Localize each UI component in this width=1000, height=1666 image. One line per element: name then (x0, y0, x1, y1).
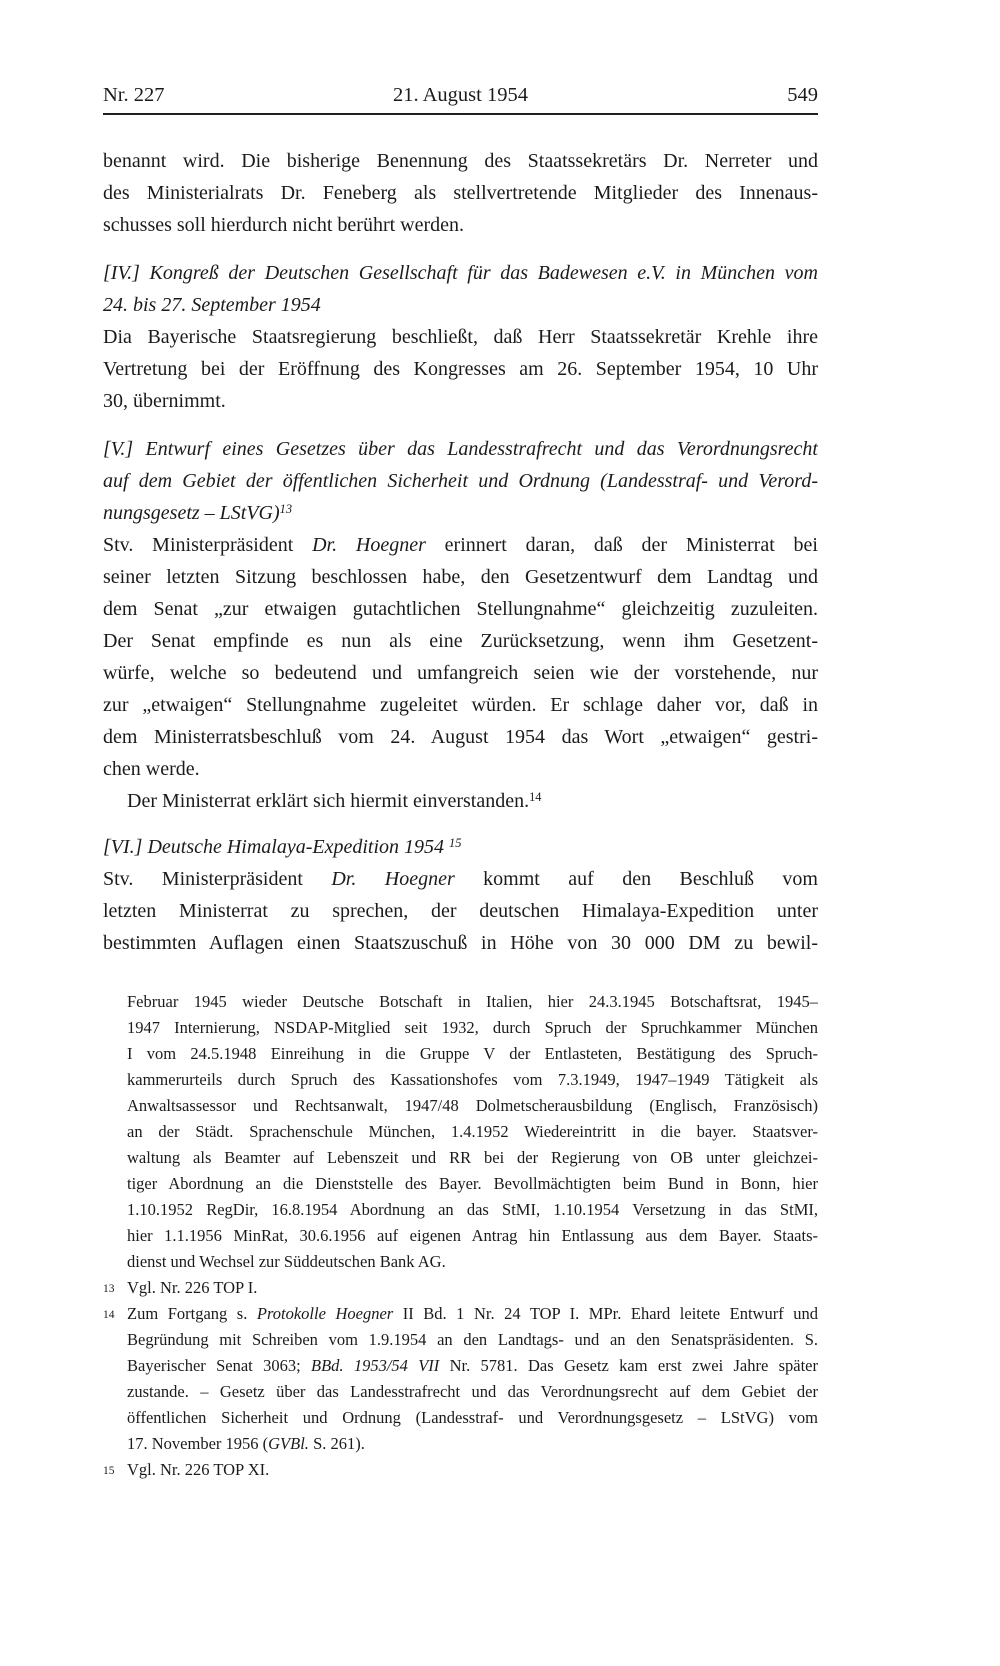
text-column (103, 0, 818, 1483)
text-segment: dienst und Wechsel zur Süddeutschen Bank AG. (127, 1252, 446, 1271)
text-segment: Zum Fortgang s. (127, 1304, 257, 1323)
text-segment: Stv. Ministerpräsident (103, 534, 313, 556)
text-line (103, 721, 818, 753)
text-line (127, 1145, 818, 1171)
text-segment: schusses soll hierdurch nicht berührt werden. (103, 214, 465, 236)
text-line (127, 1457, 818, 1483)
text-segment: S. 261). (308, 1434, 365, 1453)
text-segment: nungsgesetz – LStVG) (103, 502, 280, 524)
text-line (127, 1431, 818, 1457)
heading-item-vi (103, 831, 818, 863)
text-segment: zur „etwaigen“ Stellungnahme zugeleitet würden. Er schlage daher vor, daß in (103, 694, 818, 716)
text-line (127, 1067, 818, 1093)
document-number: Nr. 227 (103, 84, 165, 106)
text-segment: 17. November 1956 ( (127, 1434, 269, 1453)
text-segment: Februar 1945 wieder Deutsche Botschaft in Italien, hier 24.3.1945 Botschaftsrat, 1945– (127, 992, 818, 1011)
head-rule (103, 113, 818, 115)
text-segment: [VI.] Deutsche Himalaya-Expedition 1954 (103, 836, 450, 858)
text-line (127, 1249, 818, 1275)
text-line (103, 497, 818, 529)
footnote-15 (103, 1457, 818, 1483)
text-line (127, 1119, 818, 1145)
text-line (103, 785, 818, 817)
paragraph-item-vi (103, 863, 818, 959)
text-line (103, 353, 818, 385)
text-segment: würfe, welche so bedeutend und umfangreich seien wie der vorstehende, nur (103, 662, 818, 684)
footnotes-section (103, 989, 818, 1483)
text-line (127, 989, 818, 1015)
text-segment: bestimmten Auflagen einen Staatszuschuß in Höhe von 30 000 DM zu bewil- (103, 932, 818, 954)
text-line (103, 145, 818, 177)
footnote-continuation (103, 989, 818, 1275)
text-segment: Stv. Ministerpräsident (103, 868, 332, 890)
text-line (103, 321, 818, 353)
text-segment: Dr. Hoegner (331, 868, 455, 890)
text-line (127, 1197, 818, 1223)
text-line (103, 657, 818, 689)
text-line (103, 561, 818, 593)
text-segment: Bayerischer Senat 3063; (127, 1356, 311, 1375)
text-segment: Vgl. Nr. 226 TOP XI. (127, 1460, 270, 1479)
text-line (103, 289, 818, 321)
text-segment: 30, übernimmt. (103, 390, 226, 412)
text-segment: hier 1.1.1956 MinRat, 30.6.1956 auf eigenen Antrag hin Entlassung aus dem Bayer. Staats- (127, 1226, 818, 1245)
text-segment: Nr. 5781. Das Gesetz kam erst zwei Jahre später (439, 1356, 818, 1375)
text-segment: Der Senat empfinde es nun als eine Zurücksetzung, wenn ihm Gesetzent- (103, 630, 818, 652)
text-line (127, 1405, 818, 1431)
text-segment: letzten Ministerrat zu sprechen, der deutschen Himalaya-Expedition unter (103, 900, 818, 922)
text-segment: Anwaltsassessor und Rechtsanwalt, 1947/48 Dolmetscherausbildung (Englisch, Französisch) (127, 1096, 818, 1115)
text-line (127, 1015, 818, 1041)
footnote-13 (103, 1275, 818, 1301)
text-line (127, 1301, 818, 1327)
text-line (103, 385, 818, 417)
page-number: 549 (787, 84, 818, 106)
text-line (103, 177, 818, 209)
text-line (127, 1171, 818, 1197)
text-segment: tiger Abordnung an die Dienststelle des Bayer. Bevollmächtigten beim Bund in Bonn, hier (127, 1174, 818, 1193)
text-segment: waltung als Beamter auf Lebenszeit und RR bei der Regierung von OB unter gleichzei- (127, 1148, 818, 1167)
text-line (103, 257, 818, 289)
text-line (127, 1353, 818, 1379)
text-line (103, 209, 818, 241)
text-segment: öffentlichen Sicherheit und Ordnung (Landesstraf- und Verordnungsgesetz – LStVG) vom (127, 1408, 818, 1427)
text-segment: 1947 Internierung, NSDAP-Mitglied seit 1932, durch Spruch der Spruchkammer München (127, 1018, 818, 1037)
footnote-number: 13 (103, 1283, 115, 1295)
text-line (103, 529, 818, 561)
text-line (103, 625, 818, 657)
text-segment: an der Städt. Sprachenschule München, 1.4.1952 Wiedereintritt in die bayer. Staatsver- (127, 1122, 818, 1141)
footnote-reference: 15 (449, 836, 462, 851)
text-segment: [V.] Entwurf eines Gesetzes über das Landesstrafrecht und das Verordnungsrecht (103, 438, 818, 460)
text-segment: dem Senat „zur etwaigen gutachtlichen Stellungnahme“ gleichzeitig zuzuleiten. (103, 598, 818, 620)
text-segment: Protokolle Hoegner (256, 1304, 394, 1323)
text-segment: des Ministerialrats Dr. Feneberg als stellvertretende Mitglieder des Innenaus- (103, 182, 818, 204)
text-line (103, 465, 818, 497)
text-line (103, 927, 818, 959)
text-segment: Dr. Hoegner (312, 534, 426, 556)
text-line (103, 433, 818, 465)
paragraph-continuation (103, 145, 818, 241)
text-segment: [IV.] Kongreß der Deutschen Gesellschaft für das Badewesen e.V. in München vom (103, 262, 818, 284)
text-line (127, 1223, 818, 1249)
text-segment: zustande. – Gesetz über das Landesstrafrecht und das Verordnungsrecht auf dem Gebiet der (127, 1382, 818, 1401)
text-line (103, 831, 818, 863)
text-segment: BBd. 1953/54 VII (310, 1356, 440, 1375)
heading-item-v (103, 433, 818, 529)
text-segment: 1.10.1952 RegDir, 16.8.1954 Abordnung an das StMI, 1.10.1954 Versetzung in das StMI, (127, 1200, 818, 1219)
footnote-14 (103, 1301, 818, 1457)
paragraph-item-iv (103, 321, 818, 417)
text-segment: dem Ministerratsbeschluß vom 24. August 1954 das Wort „etwaigen“ gestri- (103, 726, 818, 748)
text-segment: Vertretung bei der Eröffnung des Kongresses am 26. September 1954, 10 Uhr (103, 358, 818, 380)
text-line (103, 753, 818, 785)
text-segment: Begründung mit Schreiben vom 1.9.1954 an den Landtags- und an den Senatspräsidenten. S. (127, 1330, 818, 1349)
text-line (103, 895, 818, 927)
paragraph-item-v (103, 529, 818, 785)
footnote-reference: 14 (529, 790, 542, 805)
body-text (103, 145, 818, 959)
text-segment: Der Ministerrat erklärt sich hiermit einverstanden. (127, 790, 530, 812)
text-segment: 24. bis 27. September 1954 (103, 294, 321, 316)
text-line (103, 593, 818, 625)
text-segment: kommt auf den Beschluß vom (454, 868, 818, 890)
text-segment: benannt wird. Die bisherige Benennung des Staatssekretärs Dr. Nerreter und (103, 150, 818, 172)
footnote-number: 15 (103, 1465, 115, 1477)
footnote-reference: 13 (279, 502, 293, 517)
text-segment: II Bd. 1 Nr. 24 TOP I. MPr. Ehard leitete Entwurf und (393, 1304, 818, 1323)
text-line (127, 1093, 818, 1119)
text-segment: kammerurteils durch Spruch des Kassationshofes vom 7.3.1949, 1947–1949 Tätigkeit als (127, 1070, 818, 1089)
heading-item-iv (103, 257, 818, 321)
text-segment: seiner letzten Sitzung beschlossen habe, den Gesetzentwurf dem Landtag und (103, 566, 818, 588)
text-line (127, 1327, 818, 1353)
text-segment: auf dem Gebiet der öffentlichen Sicherheit und Ordnung (Landesstraf- und Verord- (103, 470, 818, 492)
text-segment: erinnert daran, daß der Ministerrat bei (425, 534, 818, 556)
footnote-number: 14 (103, 1309, 115, 1321)
paragraph-item-v-resolution (103, 785, 818, 817)
text-line (103, 863, 818, 895)
running-head (103, 83, 818, 107)
text-line (127, 1041, 818, 1067)
text-segment: Vgl. Nr. 226 TOP I. (127, 1278, 258, 1297)
text-segment: I vom 24.5.1948 Einreihung in die Gruppe V der Entlasteten, Bestätigung des Spruch- (127, 1044, 818, 1063)
running-head-date: 21. August 1954 (393, 84, 528, 106)
text-segment: GVBl. (268, 1434, 309, 1453)
text-line (127, 1275, 818, 1301)
text-line (127, 1379, 818, 1405)
text-segment: Dia Bayerische Staatsregierung beschließt, daß Herr Staatssekretär Krehle ihre (103, 326, 818, 348)
text-line (103, 689, 818, 721)
text-segment: chen werde. (103, 758, 200, 780)
